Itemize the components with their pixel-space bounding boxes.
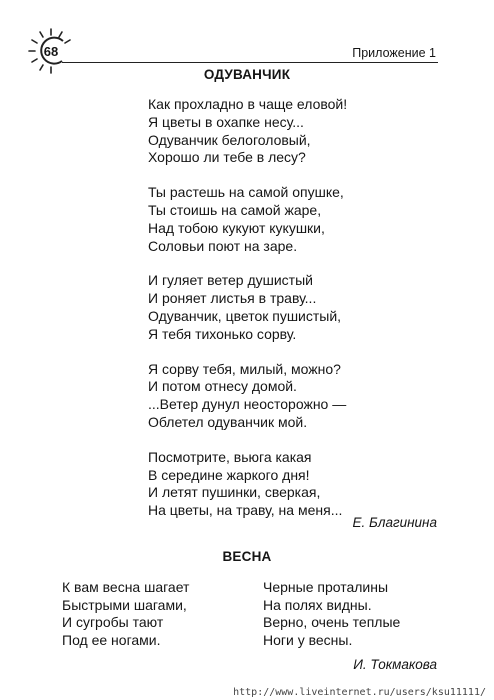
poem-line: Ноги у весны. bbox=[263, 632, 353, 649]
poem-line: Одуванчик, цветок пушистый, bbox=[148, 307, 342, 324]
poem-line: Под ее ногами. bbox=[62, 632, 161, 649]
poem-line: И летят пушинки, сверкая, bbox=[148, 484, 321, 501]
poem-line: Я цветы в охапке несу... bbox=[148, 113, 304, 130]
poem-line: И потом отнесу домой. bbox=[148, 378, 297, 395]
poem-line: Верно, очень теплые bbox=[263, 614, 401, 631]
poem-line: Одуванчик белоголовый, bbox=[148, 131, 311, 148]
stanza bbox=[148, 184, 347, 255]
poem-line: На полях видны. bbox=[263, 596, 372, 613]
poem-author-blaginina: Е. Благинина bbox=[352, 515, 437, 530]
poem-line: Черные проталины bbox=[263, 579, 389, 595]
poem-line: Я тебя тихонько сорву. bbox=[148, 325, 297, 342]
poem-title-dandelion: ОДУВАНЧИК bbox=[203, 67, 291, 82]
stanza bbox=[148, 449, 347, 520]
poem-spring-left-column bbox=[62, 579, 189, 650]
poem-line: Хорошо ли тебе в лесу? bbox=[148, 149, 306, 166]
poem-line: В середине жаркого дня! bbox=[148, 466, 310, 483]
poem-line: Ты стоишь на самой жаре, bbox=[148, 201, 322, 218]
stanza bbox=[148, 96, 347, 167]
poem-line: Я сорву тебя, милый, можно? bbox=[148, 360, 341, 377]
poem-line: Облетел одуванчик мой. bbox=[148, 413, 308, 430]
poem-line: Посмотрите, вьюга какая bbox=[148, 448, 312, 465]
poem-dandelion bbox=[148, 96, 347, 537]
poem-spring-right-column bbox=[263, 579, 400, 650]
poem-line: Как прохладно в чаще еловой! bbox=[148, 96, 348, 112]
header-rule bbox=[62, 62, 438, 63]
poem-author-tokmakova: И. Токмакова bbox=[353, 657, 437, 672]
poem-line: Соловьи поют на заре. bbox=[148, 237, 298, 254]
poem-line: К вам весна шагает bbox=[62, 579, 190, 595]
watermark-url: http://www.liveinternet.ru/users/ksu11111/ bbox=[233, 687, 486, 698]
page-number: 68 bbox=[43, 43, 59, 59]
poem-line: ...Ветер дунул неосторожно — bbox=[148, 396, 347, 413]
stanza bbox=[148, 272, 347, 343]
poem-line: Ты растешь на самой опушке, bbox=[148, 184, 344, 201]
poem-line: Быстрыми шагами, bbox=[62, 596, 187, 613]
poem-line: И сугробы тают bbox=[62, 614, 164, 631]
poem-title-spring: ВЕСНА bbox=[222, 549, 272, 564]
appendix-label: Приложение 1 bbox=[352, 46, 436, 60]
poem-line: Над тобою кукуют кукушки, bbox=[148, 219, 325, 236]
poem-line: И роняет листья в траву... bbox=[148, 290, 317, 307]
poem-line: На цветы, на траву, на меня... bbox=[148, 502, 343, 519]
poem-line: И гуляет ветер душистый bbox=[148, 272, 313, 289]
stanza bbox=[148, 361, 347, 432]
